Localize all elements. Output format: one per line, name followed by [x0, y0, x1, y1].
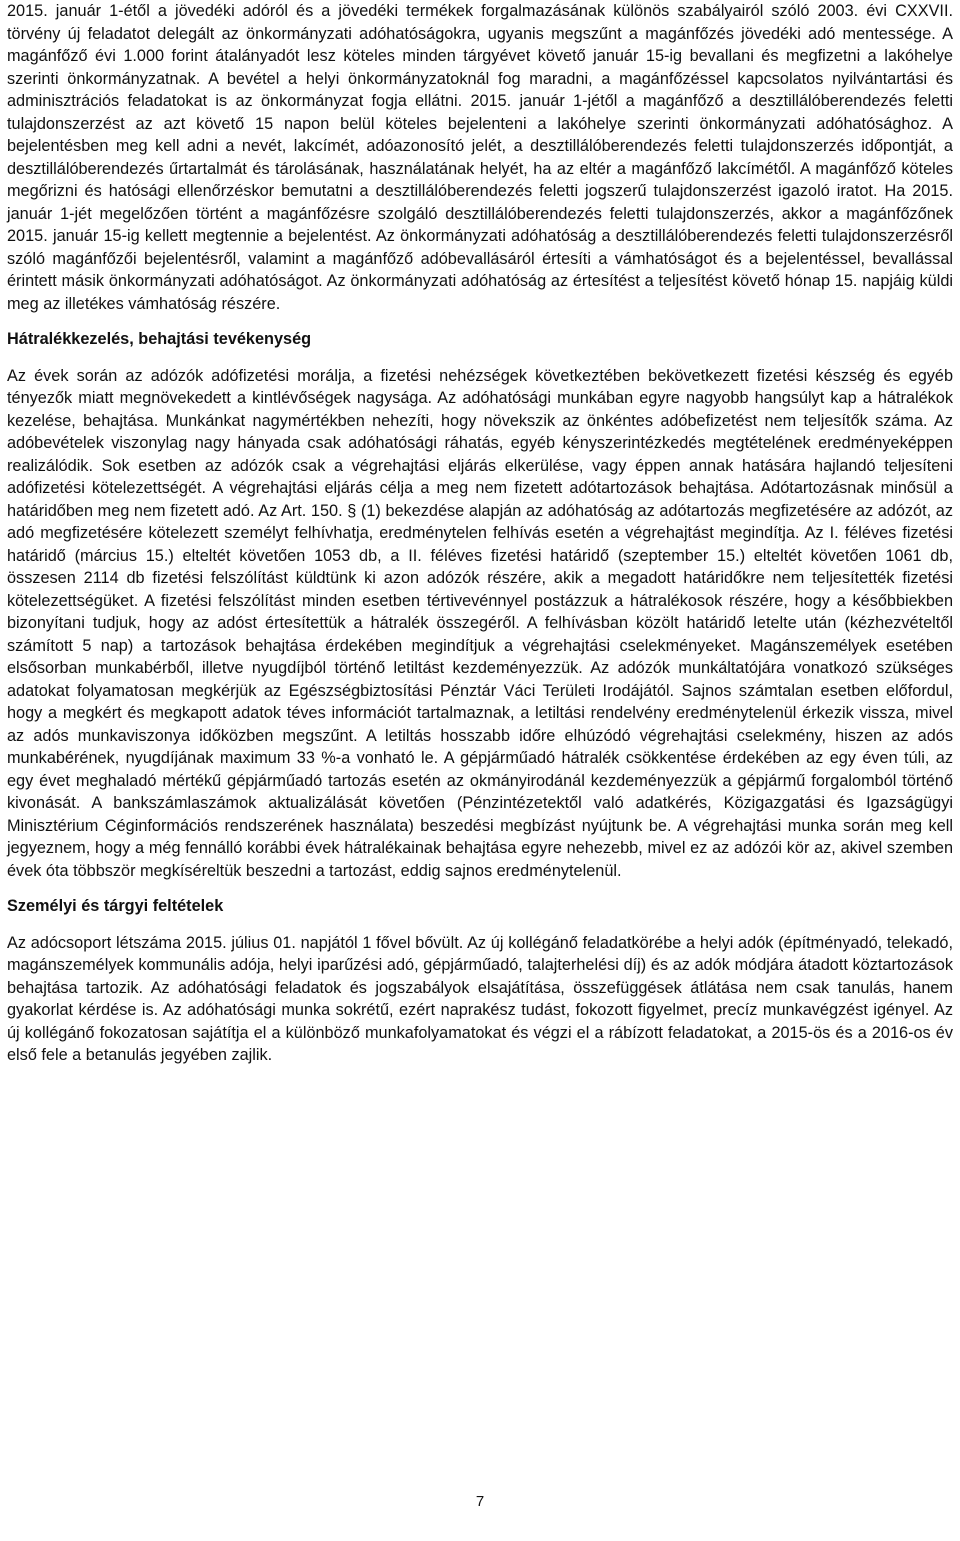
section-heading-hátralékkezelés: Hátralékkezelés, behajtási tevékenység	[7, 330, 312, 348]
page-number: 7	[475, 1493, 485, 1510]
section-heading-személyi-feltételek: Személyi és tárgyi feltételek	[7, 897, 224, 915]
paragraph-magánfőzés: 2015. január 1-étől a jövedéki adóról és a jövedéki termékek forgalmazásának különös szabályairól szóló 2003. évi CXXVII. törvény új feladatot delegált az önkormányzati adóhatóságokra, ugyanis megszűnt a magánfőzés jövedéki adó mentessége. A magánfőző évi 1.000 forint átalányadót lesz köteles minden tárgyévet követő január 15-ig bevallani és megfizetni a lakóhelye szerinti önkormányzatnak. A bevétel a helyi önkormányzatoknál fog maradni, a magánfőzéssel kapcsolatos nyilvántartási és adminisztrációs feladatokat is az önkormányzat fogja ellátni. 2015. január 1-jétől a magánfőző a desztillálóberendezés feletti tulajdonszerzést az azt követő 15 napon belül köteles bejelenteni a lakóhelye szerinti önkormányzati adóhatósághoz. A bejelentésben meg kell adni a nevét, lakcímét, adóazonosító jelét, a desztillálóberendezés feletti tulajdonszerzés időpontját, a desztillálóberendezés űrtartalmát és tárolásának, használatának helyét, ha az eltér a magánfőző lakcímétől. A magánfőző köteles megőrizni és hatósági ellenőrzéskor bemutatni a desztillálóberendezés feletti jogszerű tulajdonszerzést igazoló iratot. Ha 2015. január 1-jét megelőzően történt a magánfőzésre szolgáló desztillálóberendezés feletti tulajdonszerzés, akkor a magánfőzőnek 2015. január 15-ig kellett megtennie a bejelentést. Az önkormányzati adóhatóság a desztillálóberendezés feletti tulajdonszerzésről szóló magánfőzői bejelentésről, valamint a magánfőző adóbevallásáról értesíti a vámhatóságot és a bejelentéssel, bevallással érintett másik önkormányzati adóhatóságot. Az önkormányzati adóhatóság az értesítést a teljesítést követő hónap 15. napjáig küldi meg az illetékes vámhatóság részére.	[7, 2, 953, 313]
paragraph-hátralékkezelés: Az évek során az adózók adófizetési morálja, a fizetési nehézségek következtében bekövetkezett fizetési készség és egyéb tényezők miatt megnövekedett a kintlévőségek nagysága. Az adóhatósági munkában egyre nagyobb hangsúlyt kap a hátralékok kezelése, behajtása. Munkánkat nagymértékben nehezíti, hogy növekszik az önkéntes adóbefizetést nem teljesítők száma. Az adóbevételek viszonylag nagy hányada csak adóhatósági ráhatás, egyéb kényszerintézkedés megtételének eredményeképpen realizálódik. Sok esetben az adózók csak a végrehajtási eljárás elkerülése, vagy éppen annak hatására hajlandó teljesíteni adófizetési kötelezettségét. A végrehajtási eljárás célja a meg nem fizetett adótartozások behajtása. Adótartozásnak minősül a határidőben meg nem fizetett adó. Az Art. 150. § (1) bekezdése alapján az adóhatóság az adótartozás megfizetésére az adózót, az adó megfizetésére kötelezett személyt felhívhatja, eredménytelen felhívás esetén a végrehajtást megindítja. Az I. féléves fizetési határidő (március 15.) elteltét követően 1053 db, a II. féléves fizetési határidő (szeptember 15.) elteltét követően 1061 db, összesen 2114 db fizetési felszólítást küldtünk ki azon adózók részére, akik a megadott határidőkre nem teljesítették fizetési kötelezettségüket. A fizetési felszólítást minden esetben tértivevénnyel postázzuk a hátralékosok részére, hogy a későbbiekben bizonyítani tudjuk, hogy az adóst értesítettük a hátralék összegéről. A felhívásban közölt határidő letelte után (kézhezvételtől számított 5 nap) a tartozások behajtása érdekében megindítjuk a végrehajtási cselekményeket. Magánszemélyek esetében elsősorban munkabérből, illetve nyugdíjból történő letiltást kezdeményezzük. Az adózók munkáltatójára vonatkozó szükséges adatokat folyamatosan megkérjük az Egészségbiztosítási Pénztár Váci Területi Irodájától. Sajnos számtalan esetben előfordul, hogy a megkért és megkapott adatok téves információt tartalmaznak, a letiltási rendelvény eredménytelenül érkezik vissza, mivel az adós munkaviszonya időközben megszűnt. A letiltás hosszabb időre elhúzódó végrehajtási cselekmény, hiszen az adós munkabérének, nyugdíjának maximum 33 %-a vonható le. A gépjárműadó hátralék csökkentése érdekében az egy éven túli, az egy évet meghaladó mértékű gépjárműadó tartozás esetén az okmányirodánál kezdeményezzük a gépjármű forgalomból történő kivonását. A bankszámlaszámok aktualizálását követően (Pénzintézetektől való adatkérés, Közigazgatási és Igazságügyi Minisztérium Céginformációs rendszerének használata) beszedési megbízást nyújtunk be. A végrehajtási munka során meg kell jegyeznem, hogy a még fennálló korábbi évek hátralékainak behajtása egyre nehezebb, mivel ez az adózói kör az, akivel szemben évek óta többször megkíséreltük beszedni a tartozást, eddig sajnos eredménytelenül.	[7, 366, 953, 880]
paragraph-személyi-feltételek: Az adócsoport létszáma 2015. július 01. napjától 1 fővel bővült. Az új kollégánő feladatkörébe a helyi adók (építményadó, telekadó, magánszemélyek kommunális adója, helyi iparűzési adó, gépjárműadó, talajterhelési díj) és az adók módjára átadott köztartozások behajtása tartozik. Az adóhatósági feladatok és jogszabályok elsajátítása, összefüggések átlátása nem csak tanulás, hanem gyakorlat kérdése is. Az adóhatósági munka sokrétű, ezért naprakész tudást, fokozott figyelmet, precíz munkavégzést igényel. Az új kollégánő fokozatosan sajátítja el a különböző munkafolyamatokat és végzi el a rábízott feladatokat, a 2015-ös és a 2016-os év első fele a betanulás jegyében zajlik.	[7, 933, 953, 1064]
